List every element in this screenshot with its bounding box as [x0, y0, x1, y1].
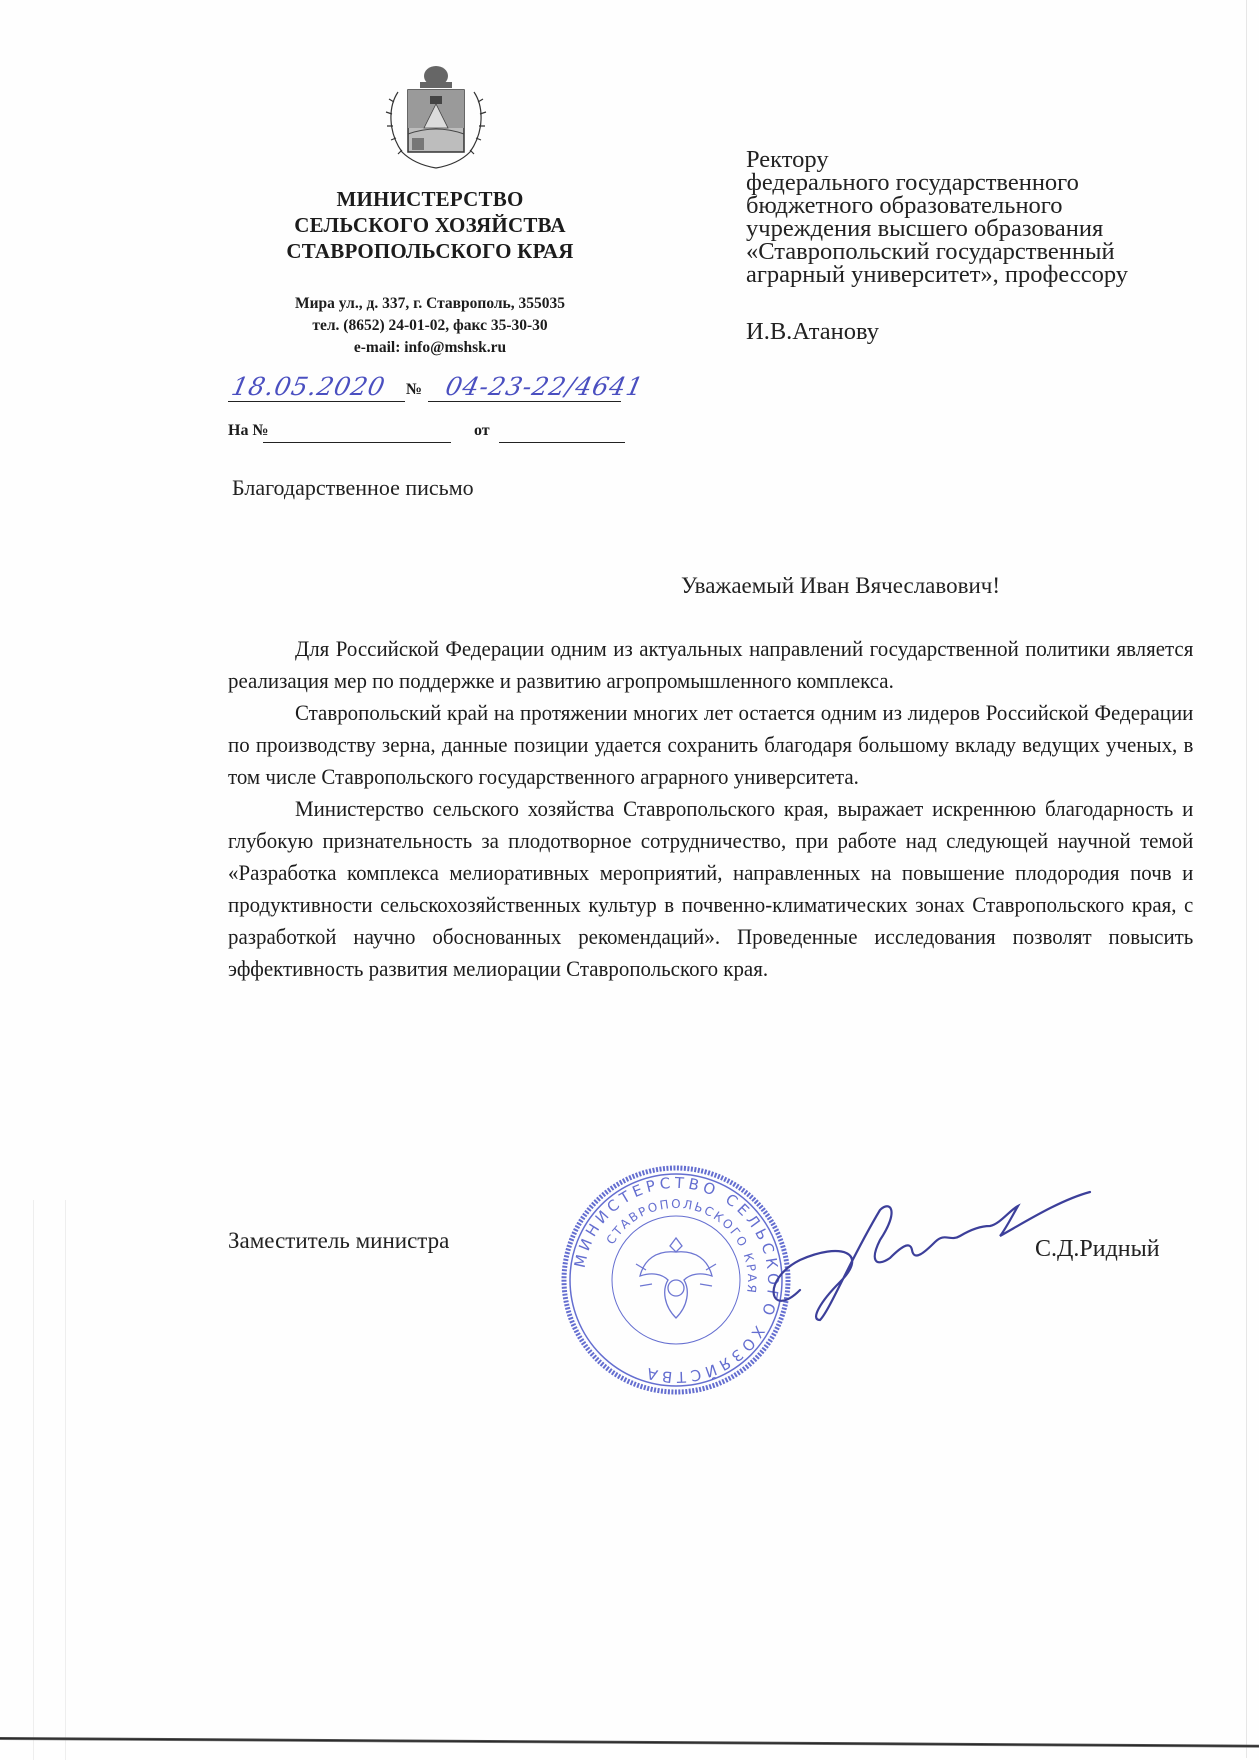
registration-date: 18.05.2020: [228, 372, 389, 401]
ministry-line: СЕЛЬСКОГО ХОЗЯЙСТВА: [294, 213, 566, 237]
scan-bottom-edge: [0, 1737, 1259, 1748]
ref-number-blank: [263, 442, 451, 443]
stamp-inner-text: СТАВРОПОЛЬСКОГО КРАЯ: [603, 1196, 760, 1296]
address: Мира ул., д. 337, г. Ставрополь, 355035: [294, 295, 566, 312]
ref-number-label: На №: [228, 422, 269, 439]
scan-edge: [33, 1200, 34, 1760]
date-underline: [228, 401, 405, 402]
addressee-line: бюджетного образовательного: [746, 192, 1063, 219]
stamp-outer-text: МИНИСТЕРСТВО СЕЛЬСКОГО ХОЗЯЙСТВА: [570, 1173, 783, 1387]
number-underline: [428, 401, 621, 402]
registration-number: 04-23-22/4641: [442, 372, 647, 401]
ministry-line: СТАВРОПОЛЬСКОГО КРАЯ: [286, 239, 574, 263]
number-label: №: [406, 381, 423, 398]
ref-date-blank: [499, 442, 625, 443]
body-paragraph: Для Российской Федерации одним из актуальных направлений государственной политики является реализация мер по поддержке и развитию агропромышленного комплекса.: [228, 636, 1194, 693]
body-paragraph: Ставропольский край на протяжении многих лет остается одним из лидеров Российской Федерации по производству зерна, данные позиции удается сохранить благодаря большому вкладу ведущих ученых, в том числе Ставропольского государственного аграрного университета.: [228, 700, 1194, 789]
reference-row: [228, 422, 648, 448]
registration-row: [228, 372, 688, 406]
addressee-line: федерального государственного: [746, 169, 1079, 196]
body-paragraph: Министерство сельского хозяйства Ставропольского края, выражает искреннюю благодарность и глубокую признательность за плодотворное сотрудничество, при работе над следующей научной темой «Разработка комплекса мелиоративных мероприятий, направленных на повышение плодородия почв и продуктивности сельскохозяйственных культур в почвенно-климатических зонах Ставропольского края, с разработкой научно обоснованных рекомендаций». Проведенные исследования позволят повысить эффективность развития мелиорации Ставропольского края.: [228, 796, 1194, 981]
addressee-line: Ректору: [746, 146, 829, 173]
letter-body: [228, 633, 1193, 985]
scan-edge: [1246, 0, 1247, 1758]
email: e-mail: info@mshsk.ru: [353, 339, 507, 356]
signatory-name: С.Д.Ридный: [1035, 1236, 1160, 1262]
signatory-title: Заместитель министра: [228, 1228, 450, 1253]
phone-fax: тел. (8652) 24-01-02, факс 35-30-30: [312, 317, 548, 334]
ref-from-label: от: [474, 422, 490, 439]
ministry-line: МИНИСТЕРСТВО: [336, 187, 524, 211]
scan-edge: [65, 1200, 66, 1760]
addressee-block: [746, 148, 1216, 286]
ministry-contacts: [230, 293, 630, 359]
coat-of-arms-icon: [384, 62, 488, 170]
salutation: Уважаемый Иван Вячеславович!: [680, 573, 1000, 598]
ministry-name: [230, 186, 630, 264]
addressee-line: «Ставропольский государственный: [746, 238, 1115, 265]
addressee-line: учреждения высшего образования: [746, 215, 1104, 242]
addressee-name: И.В.Атанову: [746, 318, 879, 345]
letter-subject: Благодарственное письмо: [232, 475, 474, 500]
addressee-line: аграрный университет», профессору: [746, 261, 1129, 288]
